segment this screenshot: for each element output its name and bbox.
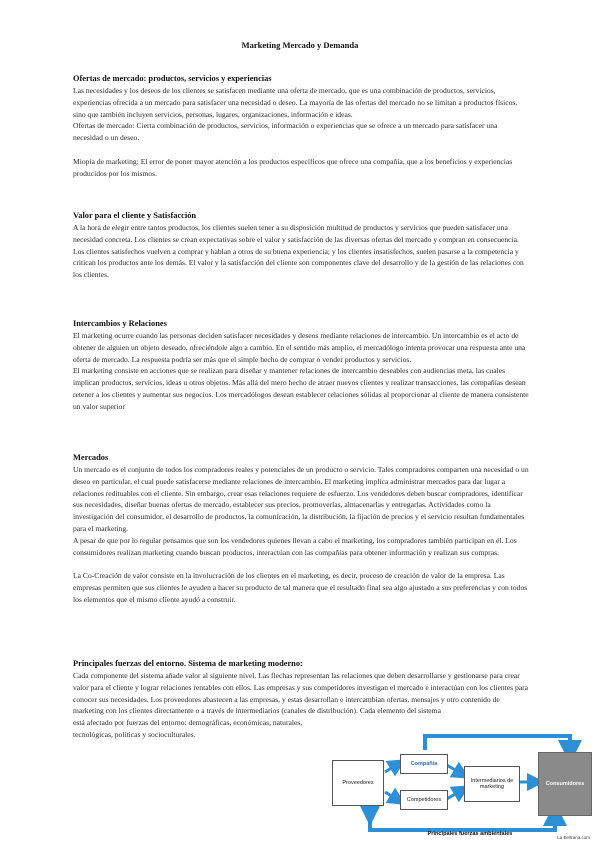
document-title: Marketing Mercado y Demanda <box>241 40 359 50</box>
paragraph: Las necesidades y los deseos de los clientes se satisfacen mediante una oferta de mercado, que es una combinación de productos, servicios, experiencias ofrecida a un mercado para satisfacer una necesidad o deseo. La mayoría de las ofertas del mercado no se limitan a productos físicos, sino que también incluyen servicios, personas, lugares, organizaciones, información e ideas. <box>73 86 518 119</box>
paragraph: A pesar de que por lo regular pensamos que son los vendedores quienes llevan a cabo el marketing, los compradores también participan en él. Los consumidores realizan marketing cuando buscan productos, interactúan con las compañías para obtener información y realizan sus compras. <box>73 535 517 557</box>
intermediarios-box: Intermediarios de marketing <box>464 766 520 802</box>
section-mercados <box>73 452 529 606</box>
paragraph: está afectado por fuerzas del entorno: demográficas, económicas, naturales, tecnológicas, políticas y socioculturales. <box>73 718 303 739</box>
consumidores-box: Consumidores <box>538 752 592 816</box>
section-valor <box>73 210 529 281</box>
section-heading: Ofertas de mercado: productos, servicios y experiencias <box>73 74 272 83</box>
section-ofertas <box>73 73 529 180</box>
marketing-system-diagram <box>330 722 592 844</box>
paragraph: El marketing consiste en acciones que se realizan para diseñar y mantener relaciones de intercambio deseables con audiencias meta, las cuales implican productos, servicios, ideas u otros objetos. Más allá del mero hecho de atraer nuevos clientes y realizar transacciones, las compañías desean retener a los clientes y aumentar sus negocios. Los mercadólogos desean establecer relaciones sólidas al proporcionar al cliente de manera consistente un valor superior <box>73 366 529 411</box>
top-arrow <box>425 736 570 752</box>
paragraph: Cada componente del sistema añade valor al siguiente nivel. Las flechas representan las relaciones que deben desarrollarse y gestionarse para crear valor para el cliente y lograr relaciones rentables con ellos. Las empresas y sus competidores investigan el mercado e interactúan con los clientes para conocer sus necesidades. Los proveedores abastecen a las empresas, y estas desarrollan e intercambian ofertas, mensajes y otro contenido de marketing con los clientes directamente o a través de intermediarios (canales de distribución). Cada elemento del sistema <box>73 671 529 716</box>
paragraph: La Co-Creación de valor consiste en la involucración de los clientes en el marketing, es decir, proceso de creación de valor de la empresa. Las empresas permiten que sus clientes le ayuden a hacer su producto de tal manera que el resultado final sea algo ajustado a sus preferencias y con todos los elementos que el mismo cliente ayudó a construir. <box>73 571 528 604</box>
paragraph: El marketing ocurre cuando las personas deciden satisfacer necesidades y deseos mediante relaciones de intercambio. Un intercambio es el acto de obtener de alguien un objeto deseado, ofreciéndole algo a cambio. En el sentido más amplio, el mercadólogo intenta provocar una respuesta ante una oferta de mercado. La respuesta podría ser más que el simple hecho de comprar o vender productos y servicios. <box>73 331 526 364</box>
paragraph: Los clientes satisfechos vuelven a comprar y hablan a otros de su buena experiencia; y los clientes insatisfechos, suelen pasarse a la competencia y critican los productos ante los demás. El valor y la satisfacción del cliente son componentes clave del desarrollo y de la gestión de las relaciones con los clientes. <box>73 246 524 280</box>
paragraph: Un mercado es el conjunto de todos los compradores reales y potenciales de un producto o servicio. Tales compradores comparten una necesidad o un deseo en particular, el cual puede satisfacerse mediante relaciones de intercambio. El marketing implica administrar mercados para dar lugar a relaciones redituables con el cliente. Sin embargo, crear esas relaciones requiere de esfuerzo. Los vendedores deben buscar compradores, identificar sus necesidades, diseñar buenas ofertas de mercado, establecer sus precios, promoverlas, almacenarlas y entregarlas. Actividades como la investigación del consumidor, el desarrollo de productos, la comunicación, la distribución, la fijación de precios y el servicio resultan fundamentales para el marketing. <box>73 465 529 533</box>
paragraph: Miopía de marketing: El error de poner mayor atención a los productos específicos que ofrece una compañía, que a los beneficios y experiencias producidos por los mismos. <box>73 156 513 178</box>
compania-box: Compañía <box>400 754 448 774</box>
bottom-arrow <box>370 814 555 830</box>
section-heading: Valor para el cliente y Satisfacción <box>73 211 197 220</box>
proveedores-box: Proveedores <box>332 760 384 806</box>
environment-label: Principales fuerzas ambientales <box>427 831 513 837</box>
paragraph: A la hora de elegir entre tantos productos, los clientes suelen tener a su disposición multitud de productos y servicios que pueden satisfacer una necesidad concreta. Los clientes se crean expectativas sobre el valor y satisfacción de las diversas ofertas del mercado y compran en consecuencia. <box>73 223 519 244</box>
section-heading: Mercados <box>73 453 109 462</box>
competidores-box: Competidores <box>400 790 448 810</box>
section-intercambios <box>73 318 529 413</box>
credit-label: La Beltrana.com <box>557 835 590 840</box>
paragraph: Ofertas de mercado: Cierta combinación de productos, servicios, información o experiencias que se ofrece a un mercado para satisfacer una necesidad o un deseo. <box>73 121 498 143</box>
section-heading: Principales fuerzas del entorno. Sistema de marketing moderno: <box>73 659 303 668</box>
section-heading: Intercambios y Relaciones <box>73 319 167 328</box>
